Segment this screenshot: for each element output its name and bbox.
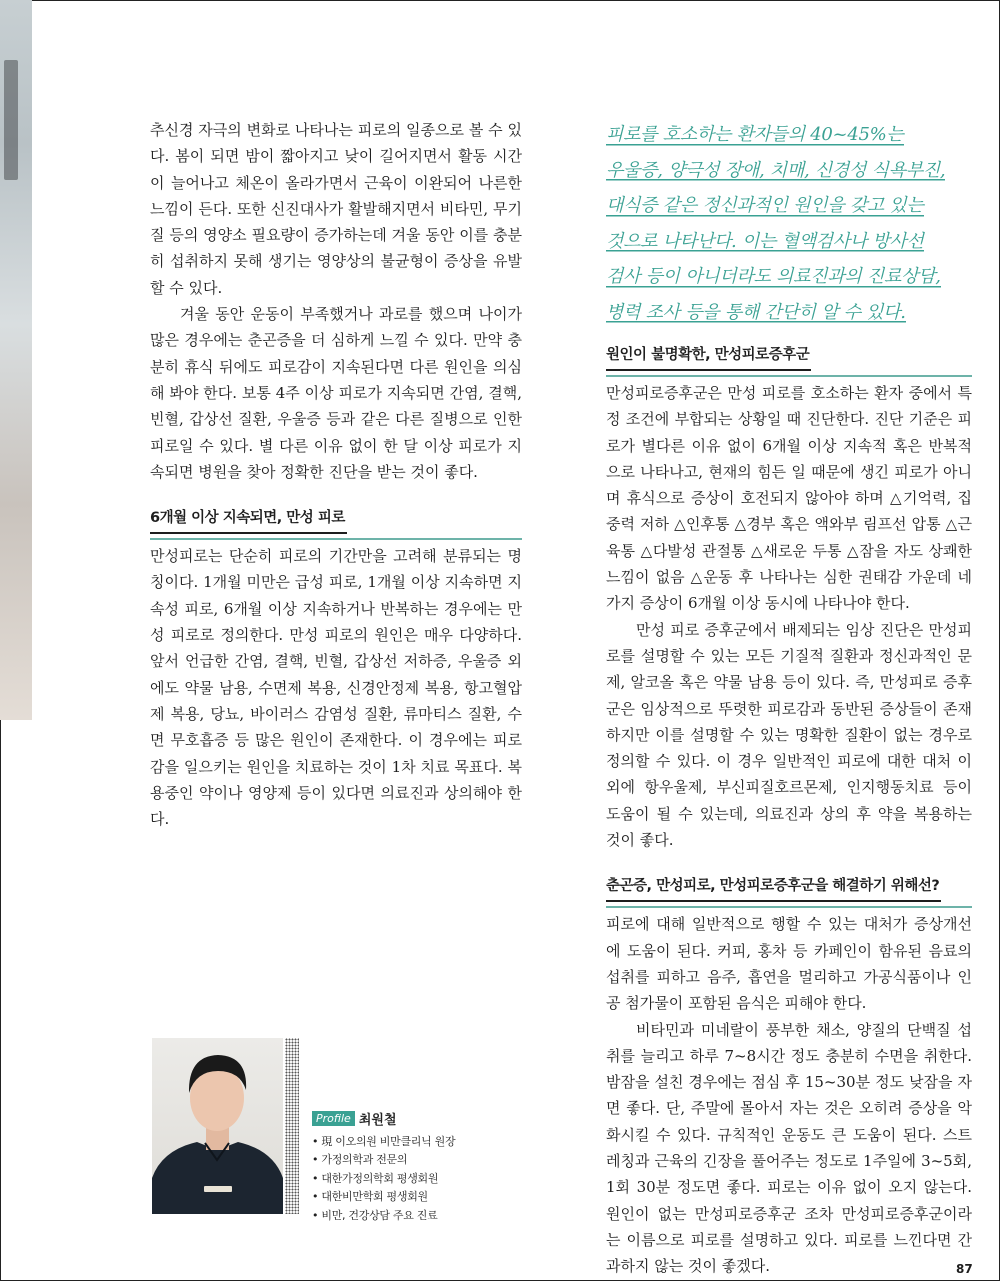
pull-quote-line: 우울증, 양극성 장애, 치매, 신경성 식욕부진, xyxy=(606,159,946,181)
pull-quote-line: 것으로 나타난다. 이는 혈액검사나 방사선 xyxy=(606,230,924,252)
heading-rule xyxy=(150,538,522,540)
profile-item: • 비만, 건강상담 주요 진료 xyxy=(312,1207,522,1225)
pull-quote-line: 피로를 호소하는 환자들의 40~45%는 xyxy=(606,124,904,145)
section-heading xyxy=(150,508,522,534)
profile-box xyxy=(312,1109,522,1225)
heading-rule xyxy=(606,906,972,908)
dot-pattern xyxy=(285,1038,299,1214)
pull-quote-line: 병력 조사 등을 통해 간단히 알 수 있다. xyxy=(606,301,906,323)
profile-header xyxy=(312,1109,522,1128)
section-heading-text: 원인이 불명확한, 만성피로증후군 xyxy=(606,345,811,371)
profile-item: • 대한비만학회 평생회원 xyxy=(312,1188,522,1206)
section-heading-text: 6개월 이상 지속되면, 만성 피로 xyxy=(150,508,347,534)
edge-photo xyxy=(0,0,32,720)
profile-list xyxy=(312,1133,522,1225)
profile-tag: Profile xyxy=(312,1111,355,1126)
pull-quote-line: 대식증 같은 정신과적인 원인을 갖고 있는 xyxy=(606,195,924,216)
section-heading xyxy=(606,876,972,902)
body-paragraph: 추신경 자극의 변화로 나타나는 피로의 일종으로 볼 수 있다. 봄이 되면 밤이 짧아지고 낮이 길어지면서 활동 시간이 늘어나고 체온이 올라가면서 근육이 이완되어 나른한 느낌이 든다. 또한 신진대사가 활발해지면서 비타민, 무기질 등의 영양소 필요량이 증가하는데 겨울 동안 이를 충분히 섭취하지 못해 생기는 영양상의 불균형이 증상을 유발할 수 있다. xyxy=(150,121,522,297)
body-paragraph: 피로에 대해 일반적으로 행할 수 있는 대처가 증상개선에 도움이 된다. 커피, 홍차 등 카페인이 함유된 음료의 섭취를 피하고 음주, 흡연을 멀리하고 가공식품이나 인공 첨가물이 포함된 음식은 피해야 한다. xyxy=(606,915,972,1013)
body-paragraph: 겨울 동안 운동이 부족했거나 과로를 했으며 나이가 많은 경우에는 춘곤증을 더 심하게 느낄 수 있다. 만약 충분히 휴식 뒤에도 피로감이 지속된다면 다른 원인을 의심해 봐야 한다. 보통 4주 이상 피로가 지속되면 간염, 결핵, 빈혈, 갑상선 질환, 우울증 등과 같은 다른 질병으로 인한 피로일 수 있다. 별 다른 이유 없이 한 달 이상 피로가 지속되면 병원을 찾아 정확한 진단을 받는 것이 좋다. xyxy=(150,305,522,481)
body-paragraph: 만성피로는 단순히 피로의 기간만을 고려해 분류되는 명칭이다. 1개월 미만은 급성 피로, 1개월 이상 지속하면 지속성 피로, 6개월 이상 지속하거나 반복하는 경우에는 만성 피로로 정의한다. 만성 피로의 원인은 매우 다양하다. 앞서 언급한 간염, 결핵, 빈혈, 갑상선 저하증, 우울증 외에도 약물 남용, 수면제 복용, 신경안정제 복용, 항고혈압제 복용, 당뇨, 바이러스 감염성 질환, 류마티스 질환, 수면 무호흡증 등 많은 원인이 존재한다. 이 경우에는 피로감을 일으키는 원인을 치료하는 것이 1차 치료 목표다. 복용중인 약이나 영양제 등이 있다면 의료진과 상의해야 한다. xyxy=(150,547,522,829)
section-heading-text: 춘곤증, 만성피로, 만성피로증후군을 해결하기 위해선? xyxy=(606,876,941,902)
body-paragraph: 비타민과 미네랄이 풍부한 채소, 양질의 단백질 섭취를 늘리고 하루 7~8시간 정도 충분히 수면을 취한다. 밤잠을 설친 경우에는 점심 후 15~30분 정도 낮잠을 자면 좋다. 단, 주말에 몰아서 자는 것은 오히려 증상을 악화시킬 수 있다. 규칙적인 운동도 큰 도움이 된다. 스트레칭과 근육의 긴장을 풀어주는 정도로 1주일에 3~5회, 1회 30분 정도면 좋다. 피로는 이유 없이 오지 않는다. 원인이 없는 만성피로증후군 조차 만성피로증후군이라는 이름으로 피로를 설명하고 있다. 피로를 느낀다면 간과하지 않는 것이 좋겠다. xyxy=(606,1020,972,1276)
profile-item: • 가정의학과 전문의 xyxy=(312,1151,522,1169)
profile-item: • 現 이오의원 비만클리닉 원장 xyxy=(312,1133,522,1151)
heading-rule xyxy=(606,375,972,377)
body-paragraph: 만성 피로 증후군에서 배제되는 임상 진단은 만성피로를 설명할 수 있는 모든 기질적 질환과 정신과적인 문제, 알코올 혹은 약물 남용 등이 있다. 즉, 만성피로 증후군은 임상적으로 뚜렷한 피로감과 동반된 증상들이 존재하지만 이를 설명할 수 있는 명확한 질환이 없는 경우로 정의할 수 있다. 이 경우 일반적인 피로에 대한 대처 이외에 항우울제, 부신피질호르몬제, 인지행동치료 등이 도움이 될 수 있는데, 의료진과 상의 후 약을 복용하는 것이 좋다. xyxy=(606,620,972,850)
body-paragraph: 만성피로증후군은 만성 피로를 호소하는 환자 중에서 특정 조건에 부합되는 상황일 때 진단한다. 진단 기준은 피로가 별다른 이유 없이 6개월 이상 지속적 혹은 반복적으로 나타나고, 현재의 힘든 일 때문에 생긴 피로가 아니며 휴식으로 증상이 호전되지 않아야 하며 △기억력, 집중력 저하 △인후통 △경부 혹은 액와부 림프선 압통 △근육통 △다발성 관절통 △새로운 두통 △잠을 자도 상쾌한 느낌이 없음 △운동 후 나타나는 심한 권태감 가운데 네 가지 증상이 6개월 이상 동시에 나타나야 한다. xyxy=(606,384,972,613)
left-column xyxy=(150,117,522,832)
pull-quote-line: 검사 등이 아니더라도 의료진과의 진료상담, xyxy=(606,266,941,287)
right-column xyxy=(606,347,972,1280)
profile-photo xyxy=(152,1038,283,1214)
section-heading xyxy=(606,345,972,371)
profile-name: 최원철 xyxy=(358,1113,397,1128)
pull-quote xyxy=(606,117,972,330)
profile-item: • 대한가정의학회 평생회원 xyxy=(312,1170,522,1188)
doctor-portrait xyxy=(152,1038,283,1214)
page-number: 87 xyxy=(956,1262,973,1276)
